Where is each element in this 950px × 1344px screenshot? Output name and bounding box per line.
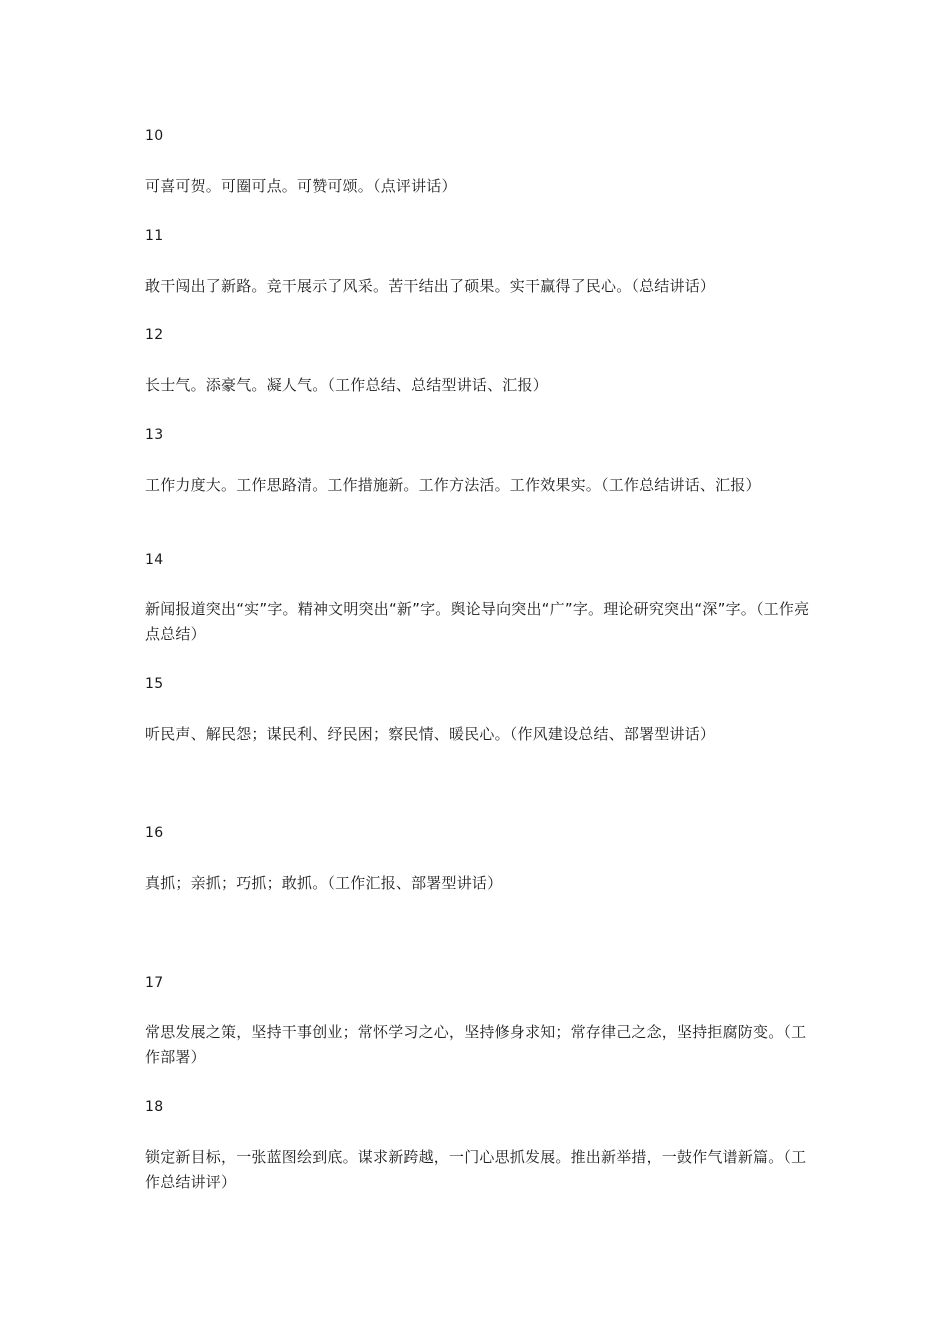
entry-number-10: 10	[145, 128, 164, 144]
entry-text-14: 新闻报道突出“实”字。精神文明突出“新”字。舆论导向突出“广”字。理论研究突出“深”字。（工作亮点总结）	[145, 600, 810, 643]
entry-text-15: 听民声、解民怨；谋民利、纾民困；察民情、暖民心。（作风建设总结、部署型讲话）	[145, 725, 716, 743]
entry-text-12: 长士气。添豪气。凝人气。（工作总结、总结型讲话、汇报）	[145, 376, 548, 394]
entry-text-13: 工作力度大。工作思路清。工作措施新。工作方法活。工作效果实。（工作总结讲话、汇报）	[145, 476, 761, 494]
entry-text-11: 敢干闯出了新路。竞干展示了风采。苦干结出了硕果。实干赢得了民心。（总结讲话）	[145, 277, 716, 295]
entry-number-14: 14	[145, 552, 164, 568]
entry-number-11: 11	[145, 228, 164, 244]
entry-number-15: 15	[145, 676, 164, 692]
entry-number-13: 13	[145, 427, 164, 443]
entry-number-17: 17	[145, 975, 164, 991]
entry-number-12: 12	[145, 327, 164, 343]
entry-text-17: 常思发展之策，坚持干事创业；常怀学习之心，坚持修身求知；常存律己之念，坚持拒腐防变。（工作部署）	[145, 1023, 807, 1066]
entry-number-18: 18	[145, 1099, 164, 1115]
entry-text-10: 可喜可贺。可圈可点。可赞可颂。（点评讲话）	[145, 177, 457, 195]
entry-number-16: 16	[145, 825, 164, 841]
entry-text-18: 锁定新目标，一张蓝图绘到底。谋求新跨越，一门心思抓发展。推出新举措，一鼓作气谱新篇。（工作总结讲评）	[145, 1148, 807, 1191]
entry-text-16: 真抓；亲抓；巧抓；敢抓。（工作汇报、部署型讲话）	[145, 874, 503, 892]
